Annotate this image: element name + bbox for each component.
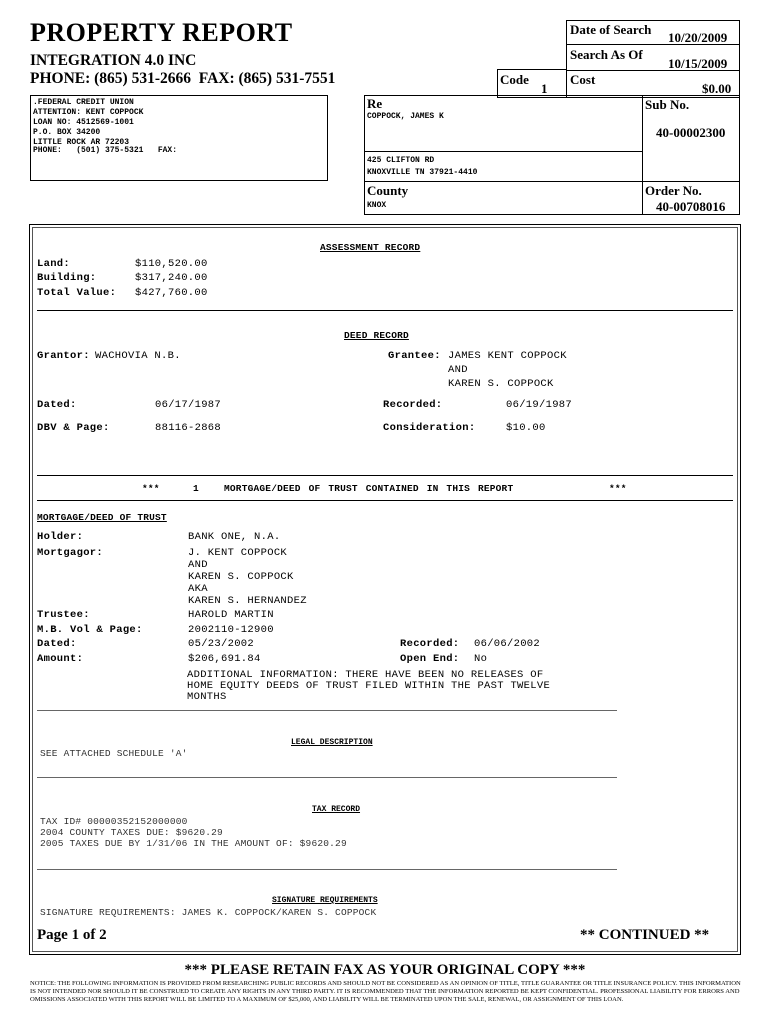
cost-value: $0.00 <box>702 81 732 96</box>
deed-heading: DEED RECORD <box>344 330 409 341</box>
client-line: LITTLE ROCK AR 72203 <box>33 138 130 147</box>
deed-recorded-label: Recorded: <box>383 399 443 411</box>
continued-note: ** CONTINUED ** <box>580 927 710 943</box>
county-label: County <box>367 183 409 198</box>
mortgage-dated-label: Dated: <box>37 638 77 650</box>
additional-info-line: ADDITIONAL INFORMATION: THERE HAVE BEEN NO RELEASES OF <box>187 669 544 681</box>
grantee-line: JAMES KENT COPPOCK <box>448 350 567 362</box>
sub-no-label: Sub No. <box>645 97 690 112</box>
banner-count: 1 <box>193 483 199 494</box>
mortgage-dated-value: 05/23/2002 <box>188 638 255 650</box>
total-value-label: Total Value: <box>37 287 117 299</box>
company-name: INTEGRATION 4.0 INC <box>30 52 197 69</box>
order-no-label: Order No. <box>645 183 702 198</box>
mortgage-recorded-value: 06/06/2002 <box>474 638 541 650</box>
tax-heading: TAX RECORD <box>312 805 361 814</box>
client-line: PHONE: (501) 375-5321 FAX: <box>33 146 178 155</box>
legal-heading: LEGAL DESCRIPTION <box>291 738 373 747</box>
page-number: Page 1 of 2 <box>37 927 107 943</box>
legal-notice: NOTICE: THE FOLLOWING INFORMATION IS PROVIDED FROM RESEARCHING PUBLIC RECORDS AND SHOULD NOT BE CONSIDERED AS AN OPINION OF TITLE, TITLE GUARANTEE OR TITLE INSURANCE POLICY. THIS INFORMATION IS NOT INTENDED NOR SHOULD IT BE CONSTRUED TO CREATE ANY RIGHTS IN ANY THIRD PARTY. IT IS RECOMMENDED THAT THE INFORMATION REPORTED BE KEPT CONFIDENTIAL. PROFESSIONAL LIABILITY FOR ERRORS AND OMISSIONS ASSOCIATED WITH THIS REPORT WILL BE LIMITED TO A MAXIMUM OF $25,000, AND LIABILITY WILL BE TERMINATED UPON THE SALE, RENEWAL, OR ASSIGNMENT OF THIS LOAN. <box>30 980 741 1003</box>
deed-dated-value: 06/17/1987 <box>155 399 222 411</box>
banner-stars-left: *** <box>142 483 160 494</box>
mortgagor-label: Mortgagor: <box>37 547 104 559</box>
total-value: $427,760.00 <box>135 287 208 299</box>
additional-info-line: HOME EQUITY DEEDS OF TRUST FILED WITHIN THE PAST TWELVE <box>187 680 551 692</box>
re-label: Re <box>367 96 383 111</box>
code-label: Code <box>500 72 529 87</box>
grantee-line: KAREN S. COPPOCK <box>448 378 554 390</box>
land-value: $110,520.00 <box>135 258 208 270</box>
mortgagor-line: KAREN S. COPPOCK <box>188 571 294 583</box>
re-name: COPPOCK, JAMES K <box>367 112 444 121</box>
search-as-of-label: Search As Of <box>570 47 643 62</box>
amount-value: $206,691.84 <box>188 653 261 665</box>
consideration-label: Consideration: <box>383 422 476 434</box>
sub-no-value: 40-00002300 <box>656 125 726 140</box>
client-line: P.O. BOX 34200 <box>33 128 101 137</box>
dbv-page-label: DBV & Page: <box>37 422 110 434</box>
date-of-search-label: Date of Search <box>570 22 652 37</box>
open-end-value: No <box>474 653 488 665</box>
tax-line: 2004 COUNTY TAXES DUE: $9620.29 <box>40 827 223 838</box>
date-of-search-value: 10/20/2009 <box>668 30 728 45</box>
legal-text: SEE ATTACHED SCHEDULE 'A' <box>40 748 188 759</box>
grantee-label: Grantee: <box>388 350 441 362</box>
banner-text: MORTGAGE/DEED OF TRUST CONTAINED IN THIS REPORT <box>224 483 514 494</box>
assessment-heading: ASSESSMENT RECORD <box>320 242 421 253</box>
mortgage-heading: MORTGAGE/DEED OF TRUST <box>37 512 167 523</box>
county-value: KNOX <box>367 201 387 210</box>
search-as-of-value: 10/15/2009 <box>668 56 728 71</box>
signature-text: SIGNATURE REQUIREMENTS: JAMES K. COPPOCK/KAREN S. COPPOCK <box>40 907 377 918</box>
client-line: LOAN NO: 4512569-1001 <box>33 118 134 127</box>
order-no-value: 40-00708016 <box>656 199 726 214</box>
trustee-label: Trustee: <box>37 609 90 621</box>
re-address-1: 425 CLIFTON RD <box>367 156 435 165</box>
retain-fax-notice: *** PLEASE RETAIN FAX AS YOUR ORIGINAL COPY *** <box>184 962 586 978</box>
building-value: $317,240.00 <box>135 272 208 284</box>
mortgage-recorded-label: Recorded: <box>400 638 460 650</box>
tax-line: 2005 TAXES DUE BY 1/31/06 IN THE AMOUNT OF: $9620.29 <box>40 838 347 849</box>
mortgagor-line: AND <box>188 559 208 571</box>
report-title: PROPERTY REPORT <box>30 18 293 47</box>
code-value: 1 <box>541 81 548 96</box>
deed-recorded-value: 06/19/1987 <box>506 399 573 411</box>
additional-info-line: MONTHS <box>187 691 227 703</box>
cost-label: Cost <box>570 72 596 87</box>
grantee-line: AND <box>448 364 468 376</box>
land-label: Land: <box>37 258 71 270</box>
company-phone: PHONE: (865) 531-2666 FAX: (865) 531-7551 <box>30 70 336 87</box>
tax-line: TAX ID# 00000352152000000 <box>40 816 188 827</box>
re-address-2: KNOXVILLE TN 37921-4410 <box>367 168 478 177</box>
grantor-value: WACHOVIA N.B. <box>95 350 181 362</box>
mb-vol-page-value: 2002110-12900 <box>188 624 274 636</box>
trustee-value: HAROLD MARTIN <box>188 609 274 621</box>
client-line: .FEDERAL CREDIT UNION <box>33 98 134 107</box>
holder-label: Holder: <box>37 531 84 543</box>
mb-vol-page-label: M.B. Vol & Page: <box>37 624 143 636</box>
mortgagor-line: AKA <box>188 583 208 595</box>
amount-label: Amount: <box>37 653 84 665</box>
banner-stars-right: *** <box>609 483 627 494</box>
signature-heading: SIGNATURE REQUIREMENTS <box>272 896 378 905</box>
client-line: ATTENTION: KENT COPPOCK <box>33 108 144 117</box>
mortgagor-line: KAREN S. HERNANDEZ <box>188 595 307 607</box>
mortgagor-line: J. KENT COPPOCK <box>188 547 288 559</box>
building-label: Building: <box>37 272 97 284</box>
deed-dated-label: Dated: <box>37 399 77 411</box>
grantor-label: Grantor: <box>37 350 90 362</box>
dbv-page-value: 88116-2868 <box>155 422 222 434</box>
consideration-value: $10.00 <box>506 422 546 434</box>
holder-value: BANK ONE, N.A. <box>188 531 281 543</box>
open-end-label: Open End: <box>400 653 460 665</box>
